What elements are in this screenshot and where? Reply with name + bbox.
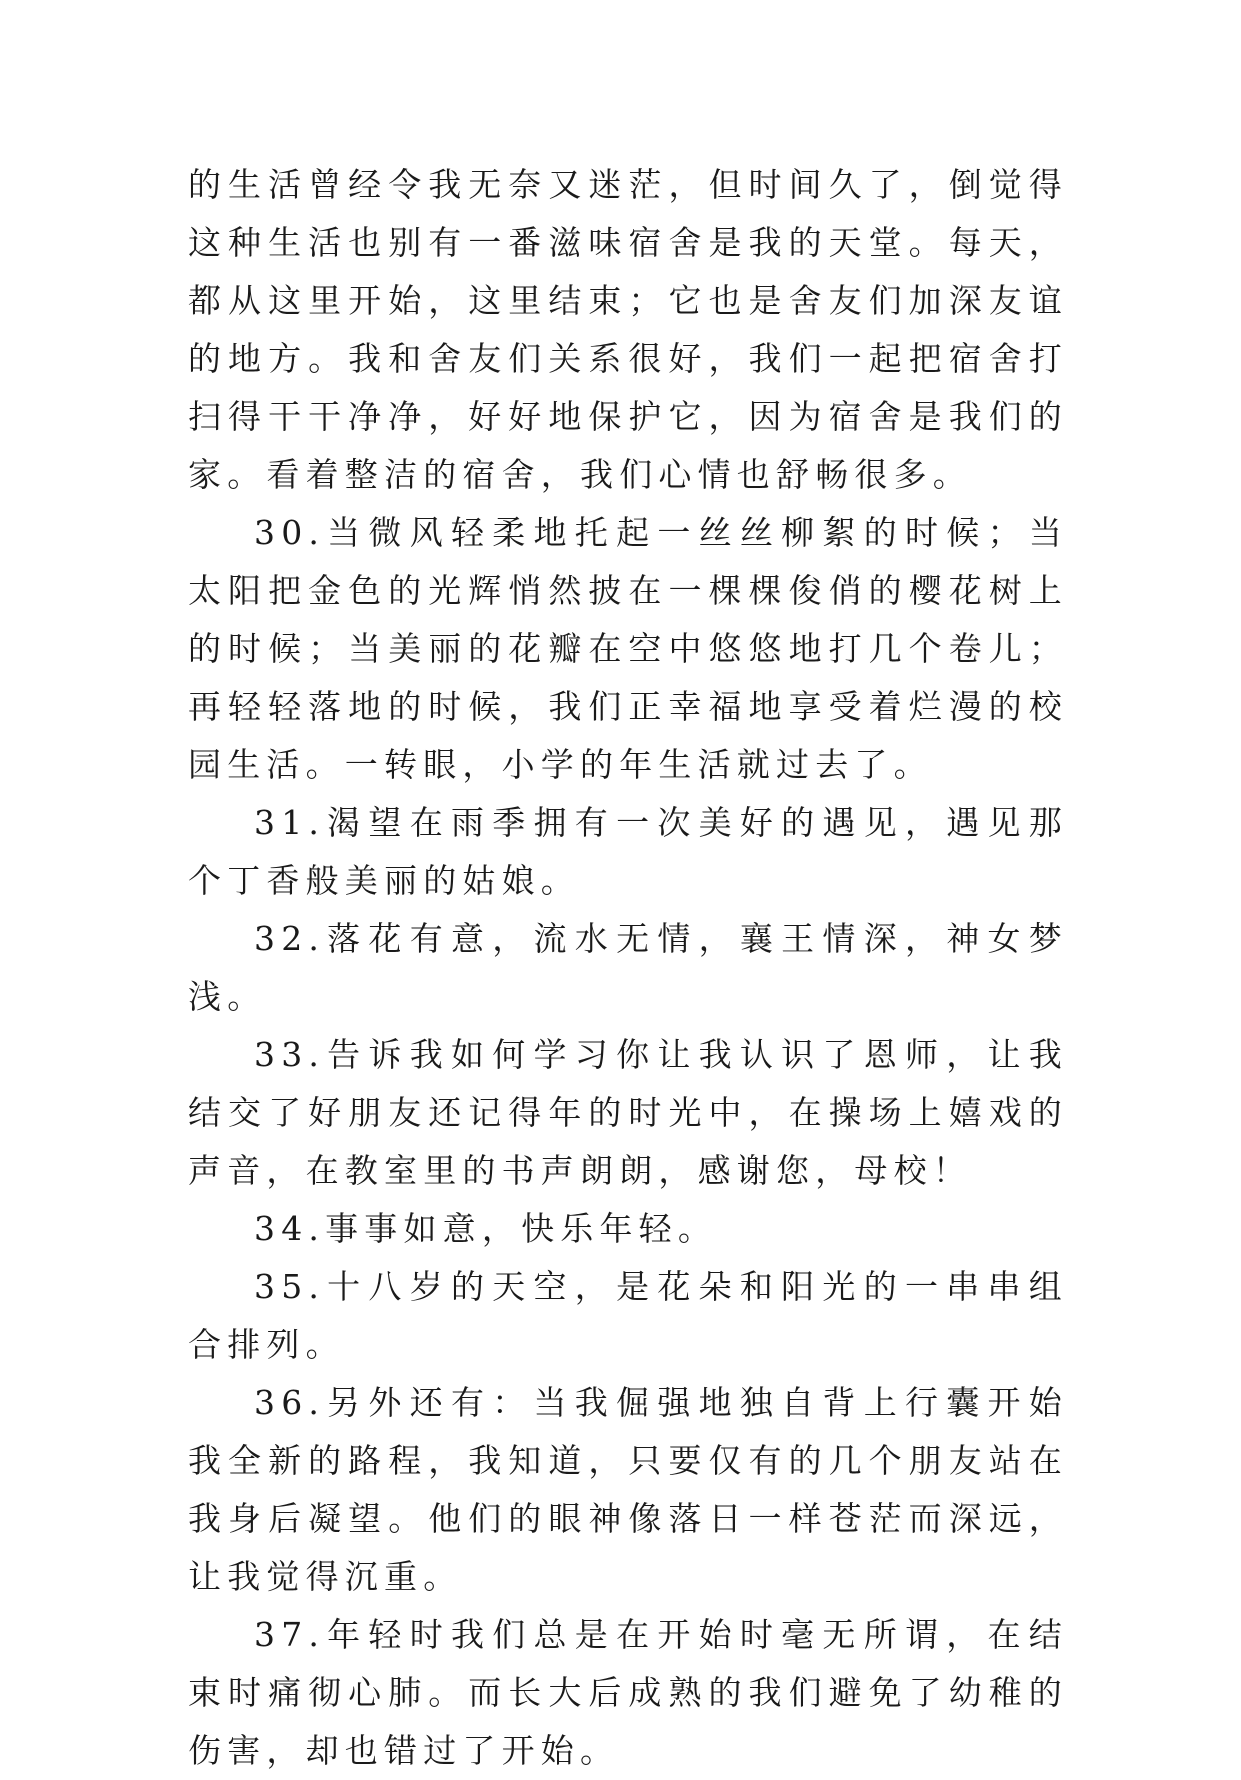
- paragraph-item-32: 32.落花有意，流水无情，襄王情深，神女梦浅。: [188, 919, 1068, 1016]
- paragraph-item-37: 37.年轻时我们总是在开始时毫无所谓，在结束时痛彻心肺。而长大后成熟的我们避免了幼稚的伤害，却也错过了开始。: [188, 1615, 1068, 1770]
- document-body: [188, 156, 1068, 1780]
- paragraph-item-34: 34.事事如意，快乐年轻。: [254, 1209, 718, 1248]
- paragraph-item-36: 36.另外还有：当我倔强地独自背上行囊开始我全新的路程，我知道，只要仅有的几个朋友站在我身后凝望。他们的眼神像落日一样苍茫而深远，让我觉得沉重。: [188, 1383, 1068, 1596]
- paragraph-item-35: 35.十八岁的天空，是花朵和阳光的一串串组合排列。: [188, 1267, 1068, 1364]
- paragraph-continuation: 的生活曾经令我无奈又迷茫，但时间久了，倒觉得这种生活也别有一番滋味宿舍是我的天堂。每天，都从这里开始，这里结束；它也是舍友们加深友谊的地方。我和舍友们关系很好，我们一起把宿舍打扫得干干净净，好好地保护它，因为宿舍是我们的家。看着整洁的宿舍，我们心情也舒畅很多。: [188, 165, 1068, 494]
- paragraph-item-33: 33.告诉我如何学习你让我认识了恩师，让我结交了好朋友还记得年的时光中，在操场上嬉戏的声音，在教室里的书声朗朗，感谢您，母校！: [188, 1035, 1068, 1190]
- paragraph-item-30: 30.当微风轻柔地托起一丝丝柳絮的时候；当太阳把金色的光辉悄然披在一棵棵俊俏的樱花树上的时候；当美丽的花瓣在空中悠悠地打几个卷儿；再轻轻落地的时候，我们正幸福地享受着烂漫的校园生活。一转眼，小学的年生活就过去了。: [188, 513, 1068, 784]
- paragraph-item-31: 31.渴望在雨季拥有一次美好的遇见，遇见那个丁香般美丽的姑娘。: [188, 803, 1068, 900]
